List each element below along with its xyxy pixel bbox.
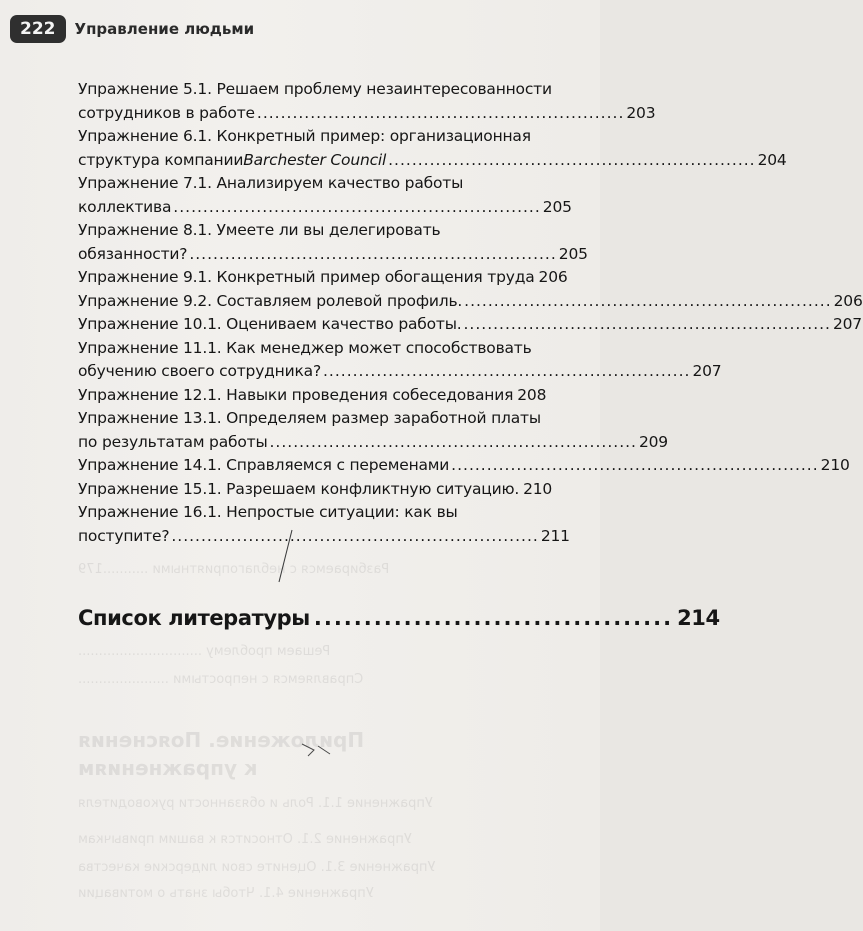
toc-entry-text: Упражнение 6.1. Конкретный пример: организационная — [78, 127, 531, 145]
toc-entry — [78, 219, 588, 266]
toc-entry — [78, 478, 553, 502]
toc-entry-text: сотрудников в работе — [78, 103, 255, 122]
toc-entry — [78, 266, 568, 290]
running-header — [10, 12, 254, 46]
toc-page-number: 211 — [540, 526, 570, 545]
toc-entry-text: обучению своего сотрудника? — [78, 362, 321, 380]
leader-dots: .............................................................. — [173, 197, 541, 216]
toc-entry-text: обязанности? — [78, 244, 188, 263]
toc-entry-text: Упражнение 9.1. Конкретный пример обогащения труда — [78, 268, 535, 286]
bleed-through-text: Упражнение 3.1. Оцените свои лидерские качества — [78, 860, 436, 875]
toc-page-number: 205 — [558, 244, 588, 263]
leader-dots: .................................... — [313, 606, 674, 630]
toc-entry — [78, 407, 668, 454]
leader-dots: .............................................................. — [171, 526, 539, 545]
table-of-contents — [78, 78, 863, 548]
toc-entry-text: Упражнение 9.2. Составляем ролевой профиль. — [78, 291, 463, 310]
bleed-through-text: Справляемся с непростыми ...................... — [78, 672, 364, 687]
toc-entry-text: Упражнение 13.1. Определяем размер заработной платы — [78, 409, 541, 427]
toc-page-number: 209 — [638, 432, 668, 451]
toc-page-number: 204 — [757, 150, 787, 169]
toc-entry-text: Упражнение 12.1. Навыки проведения собеседования — [78, 385, 514, 404]
pen-mark — [300, 740, 334, 760]
bleed-through-text: Приложение. Пояснения — [78, 728, 365, 752]
toc-page-number: 208 — [517, 385, 547, 404]
leader-dots: .............................................................. — [388, 150, 756, 169]
toc-entry-text: поступите? — [78, 526, 170, 545]
bibliography-title: Список литературы — [78, 606, 310, 630]
toc-page-number: 210 — [523, 479, 553, 498]
toc-entry-text: Упражнение 7.1. Анализируем качество работы — [78, 174, 464, 192]
leader-dots: .............................................................. — [322, 362, 691, 380]
bibliography-entry — [78, 606, 720, 630]
toc-entry-text: Упражнение 16.1. Непростые ситуации: как вы — [78, 503, 458, 521]
toc-entry — [78, 78, 656, 125]
toc-entry-text: Упражнение 5.1. Решаем проблему незаинтересованности — [78, 80, 552, 98]
toc-entry — [78, 384, 547, 408]
toc-entry — [78, 290, 863, 314]
toc-entry-italic: Barchester Council — [243, 150, 387, 169]
toc-entry-text: коллектива — [78, 197, 172, 216]
page-number-badge: 222 — [10, 15, 66, 43]
bleed-through-text: Решаем проблему .............................. — [78, 644, 331, 659]
leader-dots: .............................................................. — [189, 244, 557, 263]
toc-page-number: 207 — [692, 362, 722, 380]
toc-entry-text: Упражнение 11.1. Как менеджер может способствовать — [78, 338, 532, 357]
leader-dots: .............................................................. — [451, 456, 819, 474]
toc-page-number: 207 — [832, 315, 862, 333]
toc-entry-text: Упражнение 10.1. Оцениваем качество работы. — [78, 315, 462, 333]
toc-entry-text: структура компании — [78, 150, 244, 169]
toc-entry-text: Упражнение 15.1. Разрешаем конфликтную ситуацию. — [78, 479, 520, 498]
bleed-through-text: Упражнение 1.1. Роль и обязанности руководителя — [78, 796, 433, 811]
toc-entry — [78, 172, 572, 219]
leader-dots: .............................................................. — [463, 315, 831, 333]
bleed-through-text: Упражнение 4.1. Чтобы знать о мотивации — [78, 886, 374, 901]
toc-entry-text: по результатам работы — [78, 432, 268, 451]
bleed-through-text: к упражнениям — [78, 756, 258, 780]
toc-entry — [78, 125, 787, 172]
toc-entry — [78, 501, 570, 548]
running-title: Управление людьми — [74, 20, 255, 38]
toc-page-number: 210 — [820, 456, 850, 474]
leader-dots: .............................................................. — [269, 432, 637, 451]
toc-page-number: 203 — [626, 103, 656, 122]
toc-entry — [78, 313, 862, 337]
bibliography-page-number: 214 — [677, 606, 720, 630]
bleed-through-text: Разбираемся с неблагоприятными ...........179 — [78, 562, 390, 577]
toc-page-number: 206 — [538, 268, 568, 286]
toc-entry-text: Упражнение 8.1. Умеете ли вы делегировать — [78, 221, 441, 239]
toc-page-number: 205 — [542, 197, 572, 216]
toc-page-number: 206 — [833, 291, 863, 310]
toc-entry — [78, 337, 722, 384]
bleed-through-text: Упражнение 2.1. Относится к вашим привычкам — [78, 832, 412, 847]
leader-dots: .............................................................. — [256, 103, 625, 122]
leader-dots: .............................................................. — [464, 291, 832, 310]
toc-entry-text: Упражнение 14.1. Справляемся с переменами — [78, 456, 450, 474]
toc-entry — [78, 454, 850, 478]
